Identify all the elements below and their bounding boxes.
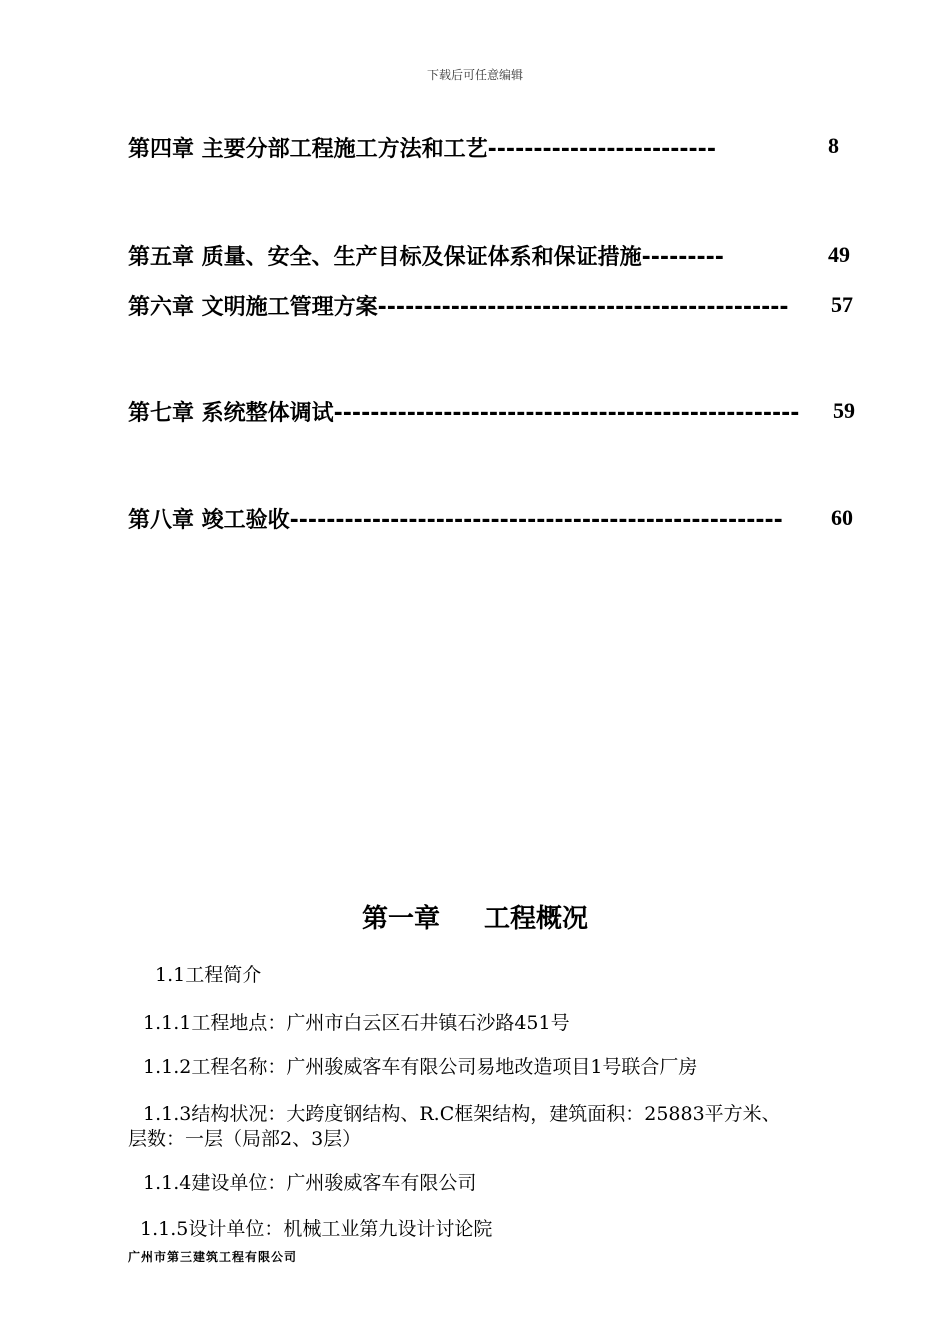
- toc-leader: ---------------------------------------------------: [333, 401, 800, 426]
- toc-leader: ---------------------------------------------: [377, 295, 789, 320]
- toc-entry-chapter-6[interactable]: [128, 290, 789, 320]
- toc-leader: -------------------------: [487, 137, 716, 162]
- chapter-number: 第一章: [361, 904, 440, 934]
- chapter-title: [0, 898, 950, 935]
- toc-title: 第五章 质量、安全、生产目标及保证体系和保证措施: [128, 245, 642, 270]
- paragraph-owner: 1.1.4建设单位：广州骏威客车有限公司: [143, 1172, 477, 1194]
- toc-entry-chapter-5[interactable]: [128, 240, 724, 270]
- toc-title: 第八章 竣工验收: [128, 508, 290, 533]
- paragraph-designer: 1.1.5设计单位：机械工业第九设计讨论院: [140, 1218, 493, 1240]
- toc-page-number: 59: [833, 398, 855, 423]
- section-heading: 1.1工程简介: [155, 964, 262, 986]
- toc-entry-chapter-8[interactable]: [128, 503, 783, 533]
- toc-page-number: 49: [828, 242, 850, 267]
- toc-page-number: 57: [831, 292, 853, 317]
- toc-entry-chapter-4[interactable]: [128, 132, 716, 162]
- paragraph-location: 1.1.1工程地点：广州市白云区石井镇石沙路451号: [143, 1012, 570, 1034]
- toc-page-number: 8: [828, 133, 839, 158]
- toc-title: 第七章 系统整体调试: [128, 401, 334, 426]
- toc-leader: ---------: [641, 245, 724, 270]
- paragraph-structure-cont: 层数：一层（局部2、3层）: [128, 1128, 362, 1150]
- page-header: 下载后可任意编辑: [426, 68, 523, 82]
- toc-leader: ------------------------------------------------------: [289, 508, 783, 533]
- toc-entry-chapter-7[interactable]: [128, 396, 799, 426]
- toc-page-number: 60: [831, 505, 853, 530]
- paragraph-structure: 1.1.3结构状况：大跨度钢结构、R.C框架结构，建筑面积：25883平方米、: [143, 1103, 781, 1125]
- toc-title: 第四章 主要分部工程施工方法和工艺: [128, 137, 488, 162]
- chapter-name: 工程概况: [484, 904, 589, 934]
- paragraph-project-name: 1.1.2工程名称：广州骏威客车有限公司易地改造项目1号联合厂房: [143, 1056, 698, 1078]
- toc-title: 第六章 文明施工管理方案: [128, 295, 378, 320]
- page-footer: 广州市第三建筑工程有限公司: [128, 1250, 298, 1264]
